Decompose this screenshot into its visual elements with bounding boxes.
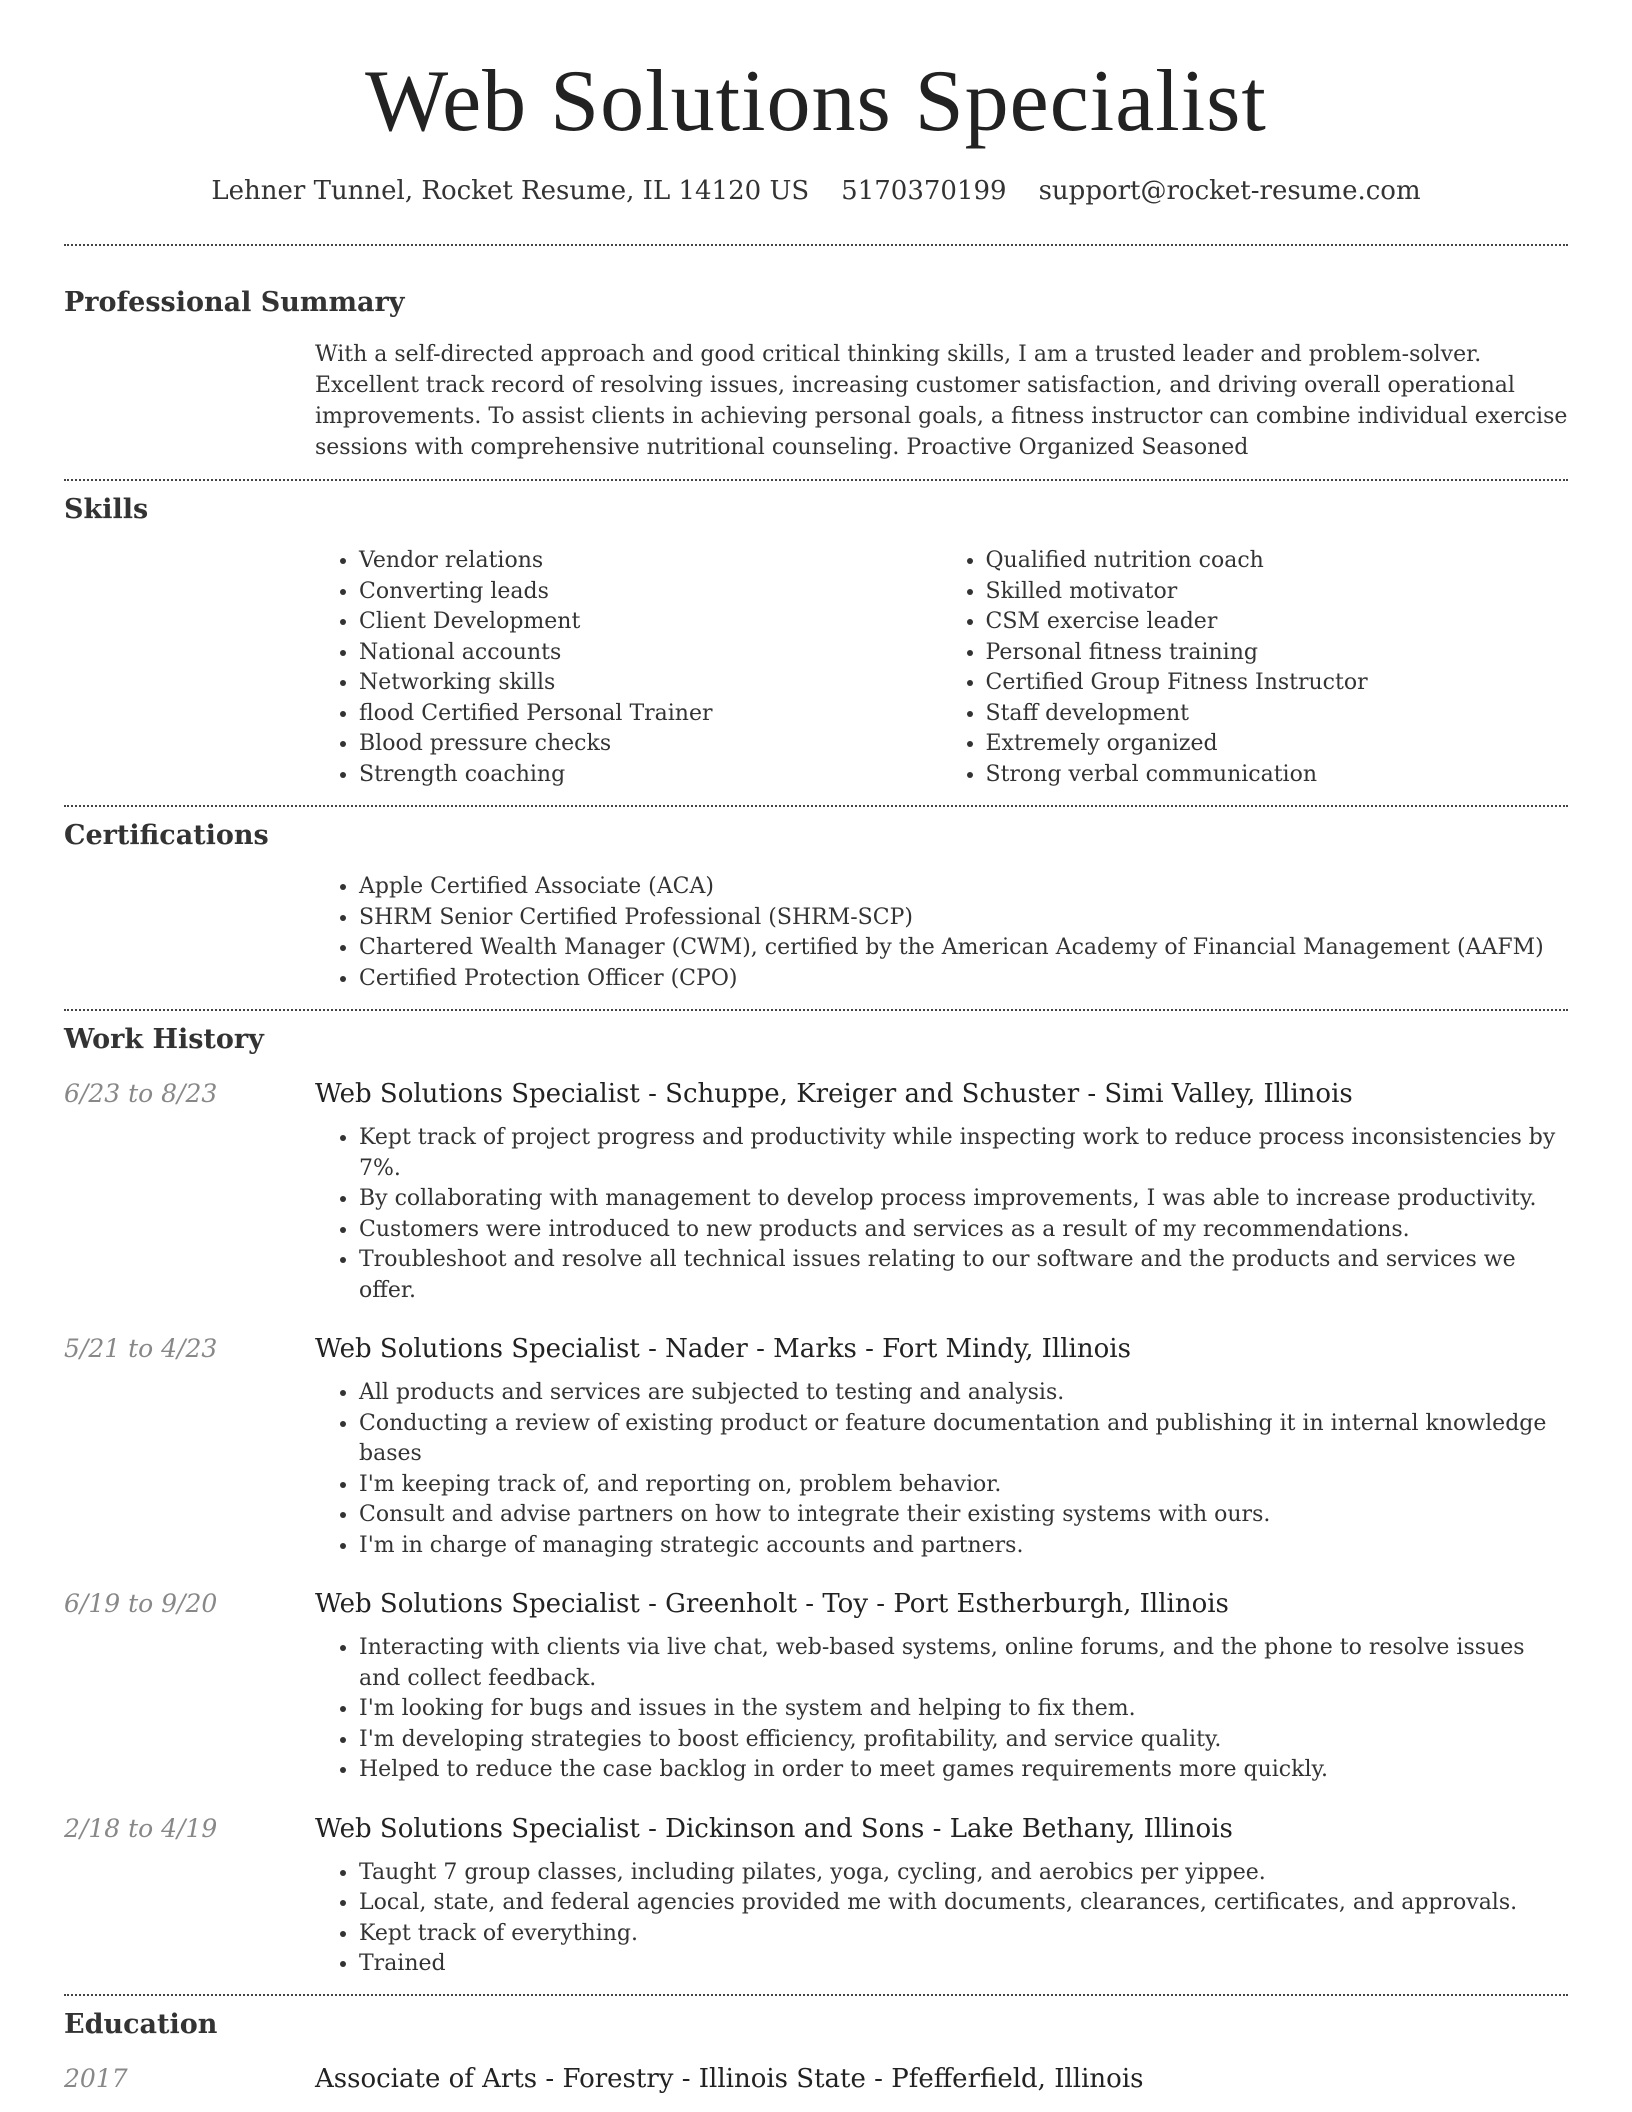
skill-item: • Extremely organized: [986, 729, 1569, 760]
job-title: Web Solutions Specialist - Dickinson and Sons - Lake Bethany, Illinois: [315, 1813, 1233, 1844]
contact-line: [64, 174, 1568, 208]
job-title: Web Solutions Specialist - Greenholt - Toy - Port Estherburgh, Illinois: [315, 1589, 1229, 1619]
section-divider: [64, 805, 1568, 807]
contact-email[interactable]: support@rocket-resume.com: [1038, 176, 1421, 206]
job-header: [64, 1079, 1568, 1109]
job-bullets: [315, 1123, 1568, 1306]
job-entry: [64, 1814, 1568, 1980]
skill-item: • Vendor relations: [359, 546, 942, 577]
skill-item: • Blood pressure checks: [359, 729, 942, 760]
skills-list: [315, 546, 1568, 790]
skill-item: • Strength coaching: [359, 760, 942, 791]
education-date: 2017: [64, 2063, 128, 2093]
resume-title: Web Solutions Specialist: [365, 53, 1267, 150]
skill-item: • National accounts: [359, 638, 942, 669]
certification-item: • Chartered Wealth Manager (CWM), certified by the American Academy of Financial Management (AAFM): [359, 933, 1568, 964]
contact-address: Lehner Tunnel, Rocket Resume, IL 14120 US: [211, 176, 810, 206]
skill-item: • Client Development: [359, 607, 942, 638]
work-history-heading: Work History: [64, 1024, 264, 1055]
summary-text: With a self-directed approach and good critical thinking skills, I am a trusted leader and problem-solver. Excellent track record of resolving issues, increasing customer satisfaction, and driving overall operational improvements. To assist clients in achieving personal goals, a fitness instructor can combine individual exercise sessions with comprehensive nutritional counseling. Proactive Organized Seasoned: [315, 342, 1568, 460]
job-bullet: • Kept track of everything.: [359, 1919, 1568, 1950]
section-divider: [64, 244, 1568, 246]
job-entry: [64, 1079, 1568, 1306]
job-bullet: • Troubleshoot and resolve all technical issues relating to our software and the products and services we offer.: [359, 1245, 1568, 1306]
skill-item: • Strong verbal communication: [986, 760, 1569, 791]
job-entry: [64, 1589, 1568, 1786]
job-header: [64, 1334, 1568, 1364]
job-bullet: • I'm developing strategies to boost efficiency, profitability, and service quality.: [359, 1725, 1568, 1756]
section-divider: [64, 1009, 1568, 1011]
certification-item: • Apple Certified Associate (ACA): [359, 872, 1568, 903]
job-bullet: • Trained: [359, 1949, 1568, 1980]
skills-column-left: [315, 546, 942, 790]
job-bullet: • Conducting a review of existing product or feature documentation and publishing it in internal knowledge bases: [359, 1409, 1568, 1470]
skill-item: • Converting leads: [359, 577, 942, 608]
job-bullet: • Kept track of project progress and productivity while inspecting work to reduce process inconsistencies by 7%.: [359, 1123, 1568, 1184]
job-header: [64, 1589, 1568, 1619]
skill-item: • Personal fitness training: [986, 638, 1569, 669]
job-bullets: [315, 1633, 1568, 1786]
resume-page: [64, 0, 1568, 2094]
skill-item: • CSM exercise leader: [986, 607, 1569, 638]
skills-column-right: [942, 546, 1569, 790]
job-bullet: • Customers were introduced to new products and services as a result of my recommendations.: [359, 1215, 1568, 1246]
skill-item: • Networking skills: [359, 668, 942, 699]
skill-item: • flood Certified Personal Trainer: [359, 699, 942, 730]
job-bullet: • Consult and advise partners on how to integrate their existing systems with ours.: [359, 1500, 1568, 1531]
job-bullet: • Interacting with clients via live chat, web-based systems, online forums, and the phone to resolve issues and collect feedback.: [359, 1633, 1568, 1694]
job-bullet: • By collaborating with management to develop process improvements, I was able to increase productivity.: [359, 1184, 1568, 1215]
job-bullet: • All products and services are subjected to testing and analysis.: [359, 1378, 1568, 1409]
job-dates: 2/18 to 4/19: [64, 1813, 218, 1843]
certification-item: • Certified Protection Officer (CPO): [359, 964, 1568, 995]
job-header: [64, 1814, 1568, 1844]
job-dates: 6/23 to 8/23: [64, 1079, 218, 1108]
skills-heading: Skills: [64, 494, 149, 525]
job-title: Web Solutions Specialist - Schuppe, Kreiger and Schuster - Simi Valley, Illinois: [315, 1079, 1353, 1109]
job-bullet: • I'm looking for bugs and issues in the system and helping to fix them.: [359, 1694, 1568, 1725]
section-divider: [64, 479, 1568, 481]
job-bullets: [315, 1858, 1568, 1980]
certifications-list: [315, 872, 1568, 994]
job-bullet: • I'm keeping track of, and reporting on, problem behavior.: [359, 1470, 1568, 1501]
skill-item: • Skilled motivator: [986, 577, 1569, 608]
job-bullet: • Helped to reduce the case backlog in order to meet games requirements more quickly.: [359, 1755, 1568, 1786]
education-entry: [64, 2064, 1568, 2094]
section-divider: [64, 1994, 1568, 1996]
job-dates: 5/21 to 4/23: [64, 1334, 218, 1363]
job-title: Web Solutions Specialist - Nader - Marks - Fort Mindy, Illinois: [315, 1334, 1131, 1364]
education-title: Associate of Arts - Forestry - Illinois State - Pfefferfield, Illinois: [315, 2063, 1144, 2094]
skill-item: • Qualified nutrition coach: [986, 546, 1569, 577]
job-dates: 6/19 to 9/20: [64, 1589, 218, 1618]
job-bullet: • I'm in charge of managing strategic accounts and partners.: [359, 1531, 1568, 1562]
skill-item: • Certified Group Fitness Instructor: [986, 668, 1569, 699]
education-heading: Education: [64, 2008, 218, 2040]
job-bullet: • Taught 7 group classes, including pilates, yoga, cycling, and aerobics per yippee.: [359, 1858, 1568, 1889]
education-header: [64, 2064, 1568, 2094]
skill-item: • Staff development: [986, 699, 1569, 730]
summary-heading: Professional Summary: [64, 287, 405, 318]
certifications-heading: Certifications: [64, 820, 269, 851]
job-bullets: [315, 1378, 1568, 1561]
contact-phone: 5170370199: [841, 176, 1007, 206]
job-entry: [64, 1334, 1568, 1561]
job-bullet: • Local, state, and federal agencies provided me with documents, clearances, certificates, and approvals.: [359, 1888, 1568, 1919]
certification-item: • SHRM Senior Certified Professional (SHRM-SCP): [359, 903, 1568, 934]
